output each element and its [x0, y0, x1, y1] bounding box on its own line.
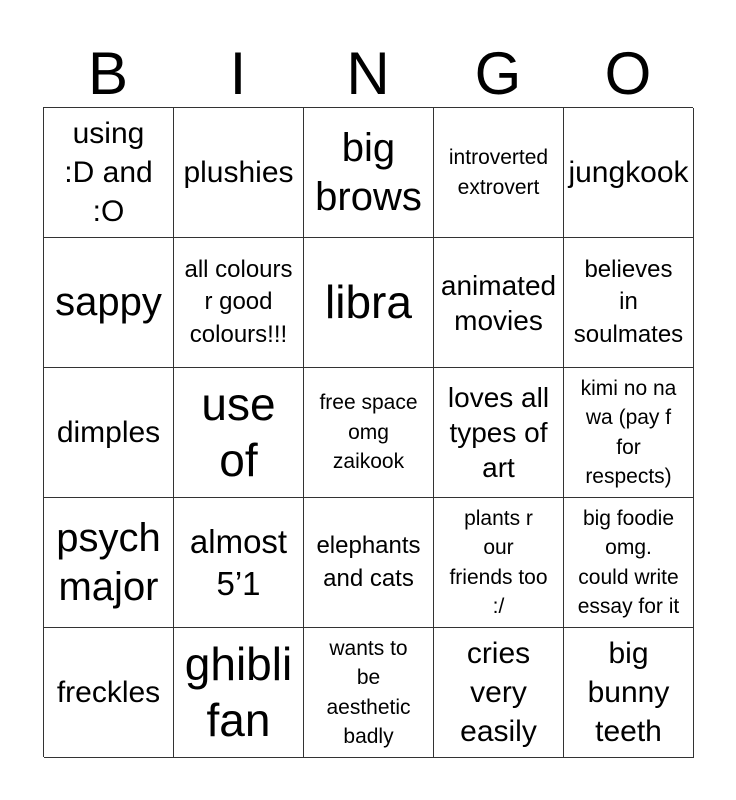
bingo-cell-r4-c3[interactable]	[304, 498, 434, 628]
bingo-cell-r4-c2[interactable]	[174, 498, 304, 628]
bingo-board	[43, 107, 693, 757]
cell-label: ghibli fan	[184, 638, 293, 746]
bingo-cell-r2-c4[interactable]	[434, 238, 564, 368]
bingo-cell-r2-c1[interactable]	[44, 238, 174, 368]
cell-label: wants to be aesthetic badly	[326, 636, 411, 748]
bingo-cell-r4-c1[interactable]	[44, 498, 174, 628]
cell-label: elephants and cats	[316, 532, 421, 592]
bingo-cell-r1-c3[interactable]	[304, 108, 434, 238]
cell-label: loves all types of art	[447, 382, 550, 483]
bingo-cell-r5-c5[interactable]	[564, 628, 694, 758]
bingo-cell-r2-c2[interactable]	[174, 238, 304, 368]
cell-label: kimi no na wa (pay f for respects)	[580, 376, 677, 488]
cell-label: freckles	[56, 676, 161, 709]
bingo-header	[43, 40, 693, 108]
header-letter-g: G	[474, 40, 522, 107]
cell-label: introverted extrovert	[448, 146, 549, 199]
bingo-cell-r5-c1[interactable]	[44, 628, 174, 758]
header-letter-i: I	[229, 40, 247, 107]
bingo-cell-r4-c4[interactable]	[434, 498, 564, 628]
cell-label: all colours r good colours!!!	[184, 255, 293, 348]
bingo-cell-r3-c5[interactable]	[564, 368, 694, 498]
header-letter-o: O	[604, 40, 652, 107]
bingo-cell-r3-c2[interactable]	[174, 368, 304, 498]
bingo-cell-r5-c4[interactable]	[434, 628, 564, 758]
cell-label: big bunny teeth	[587, 637, 670, 748]
bingo-cell-r4-c5[interactable]	[564, 498, 694, 628]
cell-label: animated movies	[440, 269, 557, 336]
bingo-cell-r2-c5[interactable]	[564, 238, 694, 368]
bingo-cell-r5-c3[interactable]	[304, 628, 434, 758]
cell-label: free space omg zaikook	[319, 391, 418, 474]
cell-label: use of	[201, 378, 276, 486]
cell-label: dimples	[56, 416, 161, 449]
bingo-cell-r3-c3[interactable]	[304, 368, 434, 498]
cell-label: cries very easily	[460, 637, 537, 748]
cell-label: almost 5’1	[189, 523, 288, 602]
cell-label: plants r our friends too :/	[449, 506, 548, 618]
bingo-cell-r1-c2[interactable]	[174, 108, 304, 238]
bingo-cell-r1-c5[interactable]	[564, 108, 694, 238]
bingo-cell-r5-c2[interactable]	[174, 628, 304, 758]
cell-label: big foodie omg. could write essay for it	[577, 506, 680, 618]
bingo-cell-r3-c1[interactable]	[44, 368, 174, 498]
bingo-cell-r1-c1[interactable]	[44, 108, 174, 238]
cell-label: believes in soulmates	[573, 255, 684, 348]
cell-label: big brows	[315, 125, 422, 219]
bingo-cell-r3-c4[interactable]	[434, 368, 564, 498]
header-letter-n: N	[346, 40, 390, 107]
cell-label: psych major	[56, 515, 161, 609]
cell-label: jungkook	[568, 156, 689, 189]
bingo-cell-r2-c3[interactable]	[304, 238, 434, 368]
cell-label: sappy	[55, 280, 162, 325]
cell-label: plushies	[183, 156, 294, 189]
bingo-cell-r1-c4[interactable]	[434, 108, 564, 238]
cell-label: using :D and :O	[64, 117, 153, 228]
header-letter-b: B	[87, 40, 129, 107]
cell-label: libra	[325, 275, 412, 328]
